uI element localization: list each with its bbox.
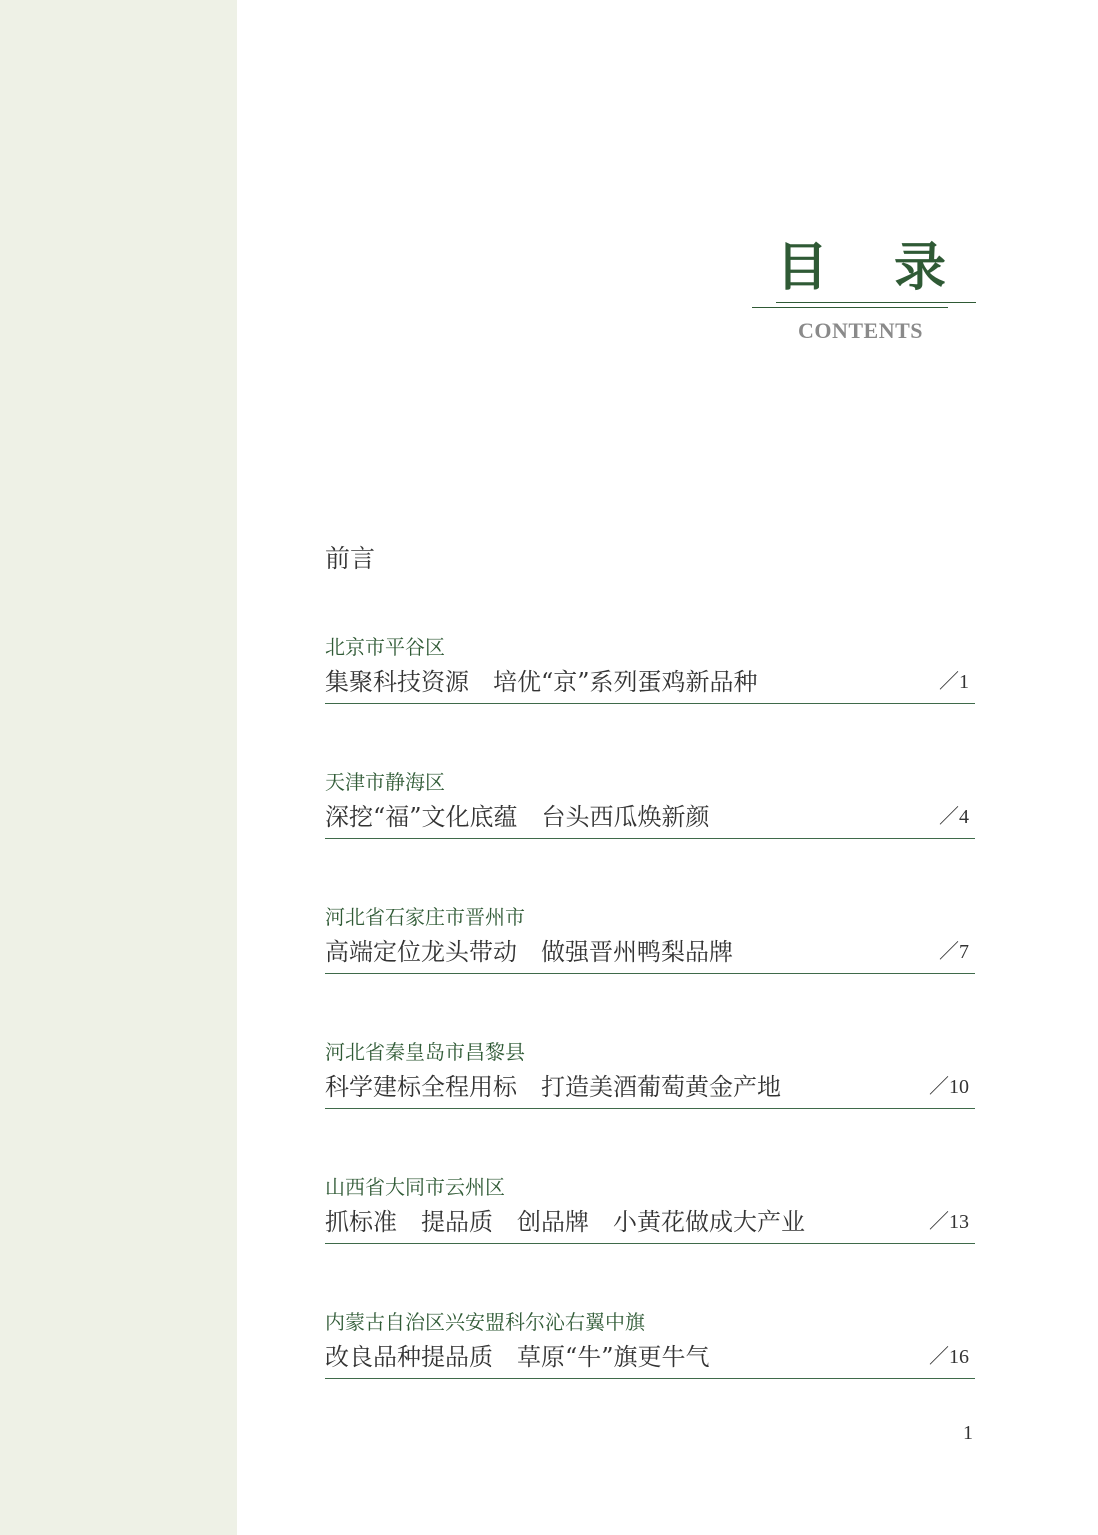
page-title: 目录 (776, 238, 1013, 298)
toc-entry-title: 集聚科技资源 培优“京”系列蛋鸡新品种 (325, 668, 758, 696)
toc-entry-title: 高端定位龙头带动 做强晋州鸭梨品牌 (325, 938, 733, 966)
contents-heading (752, 238, 1013, 348)
toc-entry-region: 山西省大同市云州区 (325, 1175, 505, 1199)
toc-entry-page: ／13 (929, 1211, 969, 1233)
toc-entry-region: 河北省石家庄市晋州市 (325, 905, 525, 929)
toc-entry-divider (325, 1243, 975, 1244)
preface-link[interactable]: 前言 (325, 544, 376, 573)
toc-entry-page: ／10 (929, 1076, 969, 1098)
toc-entry[interactable] (325, 633, 975, 768)
toc-entry-page: ／16 (929, 1346, 969, 1368)
toc-entry-page: ／1 (939, 671, 969, 693)
toc-entry-page: ／4 (939, 806, 969, 828)
toc-entry[interactable] (325, 1038, 975, 1173)
title-underline (776, 302, 976, 303)
toc-entry-title: 抓标准 提品质 创品牌 小黄花做成大产业 (325, 1208, 805, 1236)
toc-entry-divider (325, 838, 975, 839)
toc-entry[interactable] (325, 1308, 975, 1443)
toc-entry-title: 科学建标全程用标 打造美酒葡萄黄金产地 (325, 1073, 781, 1101)
page-number: 1 (963, 1422, 973, 1444)
toc-entry-divider (325, 1108, 975, 1109)
toc-entry-title: 改良品种提品质 草原“牛”旗更牛气 (325, 1343, 710, 1371)
toc-entry-divider (325, 973, 975, 974)
toc-entry[interactable] (325, 768, 975, 903)
toc-entry-region: 天津市静海区 (325, 770, 445, 794)
toc-entry-divider (325, 703, 975, 704)
toc-entry-title: 深挖“福”文化底蕴 台头西瓜焕新颜 (325, 803, 710, 831)
title-underline-secondary (752, 307, 948, 308)
toc-entry-region: 北京市平谷区 (325, 635, 445, 659)
toc-entry-region: 内蒙古自治区兴安盟科尔沁右翼中旗 (325, 1310, 645, 1334)
toc-entry-region: 河北省秦皇岛市昌黎县 (325, 1040, 525, 1064)
toc-entry-divider (325, 1378, 975, 1379)
toc-entry[interactable] (325, 1173, 975, 1308)
toc-entry[interactable] (325, 903, 975, 1038)
page-subtitle: CONTENTS (798, 318, 924, 343)
toc-entry-page: ／7 (939, 941, 969, 963)
toc-list (325, 633, 975, 1443)
side-color-band (0, 0, 237, 1535)
